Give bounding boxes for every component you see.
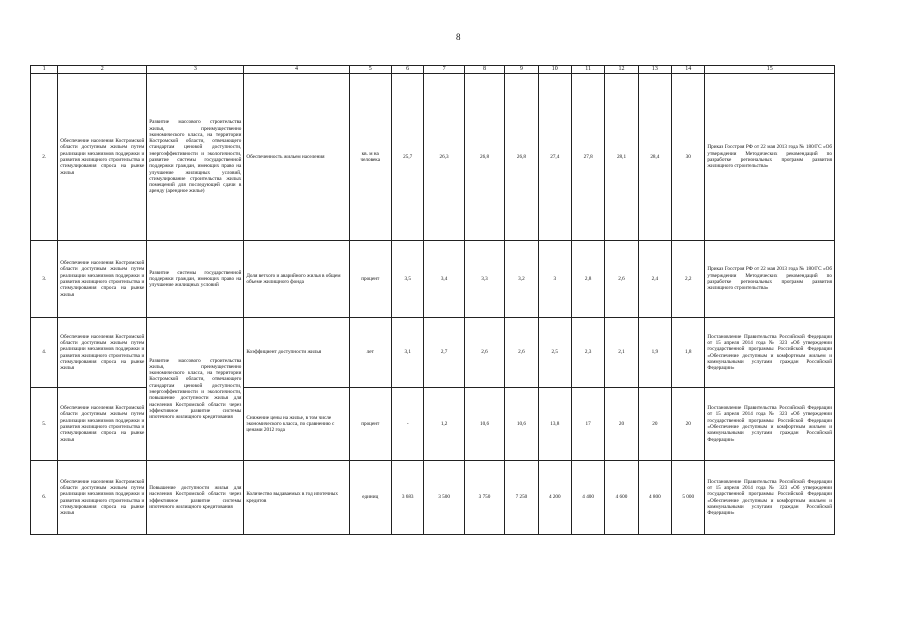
value-cell: 3 683 xyxy=(392,461,424,535)
indicator-cell: Обеспеченность жильем населения xyxy=(244,74,349,241)
value-cell: 3,2 xyxy=(505,241,538,318)
indicator-cell: Доля ветхого и аварийного жилья в общем объеме жилищного фонда xyxy=(244,241,349,318)
task-cell: Развитие системы государственной поддержки граждан, имеющих право на улучшение жилищных условий xyxy=(147,241,244,318)
unit-cell: процент xyxy=(349,241,391,318)
source-cell: Постановление Правительства Российской Федерации от 15 апреля 2014 года № 323 «Об утверждении государственной программы Российской Федерации «Обеспечение доступным и комфортным жильем и коммунальными услугами граждан Российской Федерации» xyxy=(705,388,835,461)
source-cell: Приказ Госстроя РФ от 22 мая 2013 года № 180/ГС «Об утверждении Методических рекомендаций по разработке региональных программ развития жилищного строительства» xyxy=(705,74,835,241)
value-cell: 17 xyxy=(571,388,604,461)
value-cell: 2,5 xyxy=(538,318,571,388)
value-cell: 20 xyxy=(638,388,671,461)
value-cell: 3,5 xyxy=(392,241,424,318)
value-cell: 4 800 xyxy=(638,461,671,535)
indicator-cell: Количество выдаваемых в год ипотечных кредитов xyxy=(244,461,349,535)
value-cell: 5 000 xyxy=(672,461,705,535)
value-cell: 4 400 xyxy=(571,461,604,535)
header-cell: 12 xyxy=(605,66,638,74)
value-cell: 4 600 xyxy=(605,461,638,535)
value-cell: 3,3 xyxy=(464,241,504,318)
value-cell: 2,6 xyxy=(605,241,638,318)
row-number: 4. xyxy=(31,318,58,388)
value-cell: 26,3 xyxy=(424,74,464,241)
value-cell: 28,4 xyxy=(638,74,671,241)
goal-cell: Обеспечение населения Костромской области доступным жильем путем реализации механизмов поддержки и развития жилищного строительства и стимулирования спроса на рынке жилья xyxy=(58,241,147,318)
value-cell: 3 750 xyxy=(464,461,504,535)
unit-cell: единиц xyxy=(349,461,391,535)
header-cell: 14 xyxy=(672,66,705,74)
value-cell: 20 xyxy=(672,388,705,461)
header-cell: 6 xyxy=(392,66,424,74)
value-cell: 2,3 xyxy=(571,318,604,388)
header-cell: 8 xyxy=(464,66,504,74)
value-cell: 13,8 xyxy=(538,388,571,461)
value-cell: 7 250 xyxy=(505,461,538,535)
header-cell: 3 xyxy=(147,66,244,74)
indicators-table xyxy=(30,65,835,535)
value-cell: 2,2 xyxy=(672,241,705,318)
value-cell: 2,6 xyxy=(464,318,504,388)
value-cell: 3,4 xyxy=(424,241,464,318)
header-cell: 4 xyxy=(244,66,349,74)
value-cell: 2,7 xyxy=(424,318,464,388)
value-cell: 28,1 xyxy=(605,74,638,241)
task-cell: Развитие массового строительства жилья, преимущественно экономического класса, на территории Костромской области, отвечающего стандартам ценовой доступности, энергоэффективности и экологичности, развитие системы государственной поддержки граждан, имеющих право на улучшение жилищных условий, стимулирование строительства жилых помещений для последующей сдачи в аренду (арендное жилье) xyxy=(147,74,244,241)
value-cell: 30 xyxy=(672,74,705,241)
header-cell: 5 xyxy=(349,66,391,74)
header-cell: 9 xyxy=(505,66,538,74)
goal-cell: Обеспечение населения Костромской области доступным жильем путем реализации механизмов поддержки и развития жилищного строительства и стимулирования спроса на рынке жилья xyxy=(58,318,147,388)
value-cell: 3 xyxy=(538,241,571,318)
task-cell: Развитие массового строительства жилья, преимущественно экономического класса, на территории Костромской области, отвечающего стандартам ценовой доступности, энергоэффективности и экологичности, повышение доступности жилья для населения Костромской области через эффективное развитие системы ипотечного жилищного кредитования xyxy=(147,318,244,461)
goal-cell: Обеспечение населения Костромской области доступным жильем путем реализации механизмов поддержки и развития жилищного строительства и стимулирования спроса на рынке жилья xyxy=(58,461,147,535)
indicator-cell: Снижение цены на жилье, в том числе экономического класса, по сравнению с ценами 2012 года xyxy=(244,388,349,461)
value-cell: 2,4 xyxy=(638,241,671,318)
value-cell: 27,8 xyxy=(571,74,604,241)
value-cell: 25,7 xyxy=(392,74,424,241)
value-cell: 10,6 xyxy=(464,388,504,461)
header-cell: 10 xyxy=(538,66,571,74)
source-cell: Постановление Правительства Российской Федерации от 15 апреля 2014 года № 323 «Об утверждении государственной программы Российской Федерации «Обеспечение доступным и комфортным жильем и коммунальными услугами граждан Российской Федерации» xyxy=(705,461,835,535)
value-cell: 4 200 xyxy=(538,461,571,535)
header-cell: 7 xyxy=(424,66,464,74)
header-cell: 2 xyxy=(58,66,147,74)
source-cell: Приказ Госстроя РФ от 22 мая 2013 года № 180/ГС «Об утверждении Методических рекомендаций по разработке региональных программ развития жилищного строительства» xyxy=(705,241,835,318)
row-number: 3. xyxy=(31,241,58,318)
header-row xyxy=(31,66,835,74)
task-cell: Повышение доступности жилья для населения Костромской области через эффективное развитие системы ипотечного жилищного кредитования xyxy=(147,461,244,535)
header-cell: 15 xyxy=(705,66,835,74)
value-cell: 26,8 xyxy=(464,74,504,241)
value-cell: 10,6 xyxy=(505,388,538,461)
table-row xyxy=(31,241,835,318)
value-cell: 3 500 xyxy=(424,461,464,535)
header-cell: 1 xyxy=(31,66,58,74)
value-cell: - xyxy=(392,388,424,461)
unit-cell: процент xyxy=(349,388,391,461)
page-number: 8 xyxy=(456,32,461,42)
source-cell: Постановление Правительства Российской Федерации от 15 апреля 2014 года № 323 «Об утверждении государственной программы Российской Федерации «Обеспечение доступным и комфортным жильем и коммунальными услугами граждан Российской Федерации» xyxy=(705,318,835,388)
header-cell: 13 xyxy=(638,66,671,74)
value-cell: 27,4 xyxy=(538,74,571,241)
value-cell: 20 xyxy=(605,388,638,461)
unit-cell: кв. м на человека xyxy=(349,74,391,241)
value-cell: 3,1 xyxy=(392,318,424,388)
goal-cell: Обеспечение населения Костромской области доступным жильем путем реализации механизмов поддержки и развития жилищного строительства и стимулирования спроса на рынке жилья xyxy=(58,388,147,461)
value-cell: 26,8 xyxy=(505,74,538,241)
value-cell: 1,9 xyxy=(638,318,671,388)
unit-cell: лет xyxy=(349,318,391,388)
table-row xyxy=(31,74,835,241)
indicator-cell: Коэффициент доступности жилья xyxy=(244,318,349,388)
value-cell: 2,1 xyxy=(605,318,638,388)
value-cell: 2,6 xyxy=(505,318,538,388)
goal-cell: Обеспечение населения Костромской области доступным жильем путем реализации механизмов поддержки и развития жилищного строительства и стимулирования спроса на рынке жилья xyxy=(58,74,147,241)
value-cell: 1,8 xyxy=(672,318,705,388)
row-number: 5. xyxy=(31,388,58,461)
table-row xyxy=(31,318,835,388)
value-cell: 1,2 xyxy=(424,388,464,461)
header-cell: 11 xyxy=(571,66,604,74)
row-number: 6. xyxy=(31,461,58,535)
value-cell: 2,8 xyxy=(571,241,604,318)
row-number: 2. xyxy=(31,74,58,241)
table-row xyxy=(31,461,835,535)
